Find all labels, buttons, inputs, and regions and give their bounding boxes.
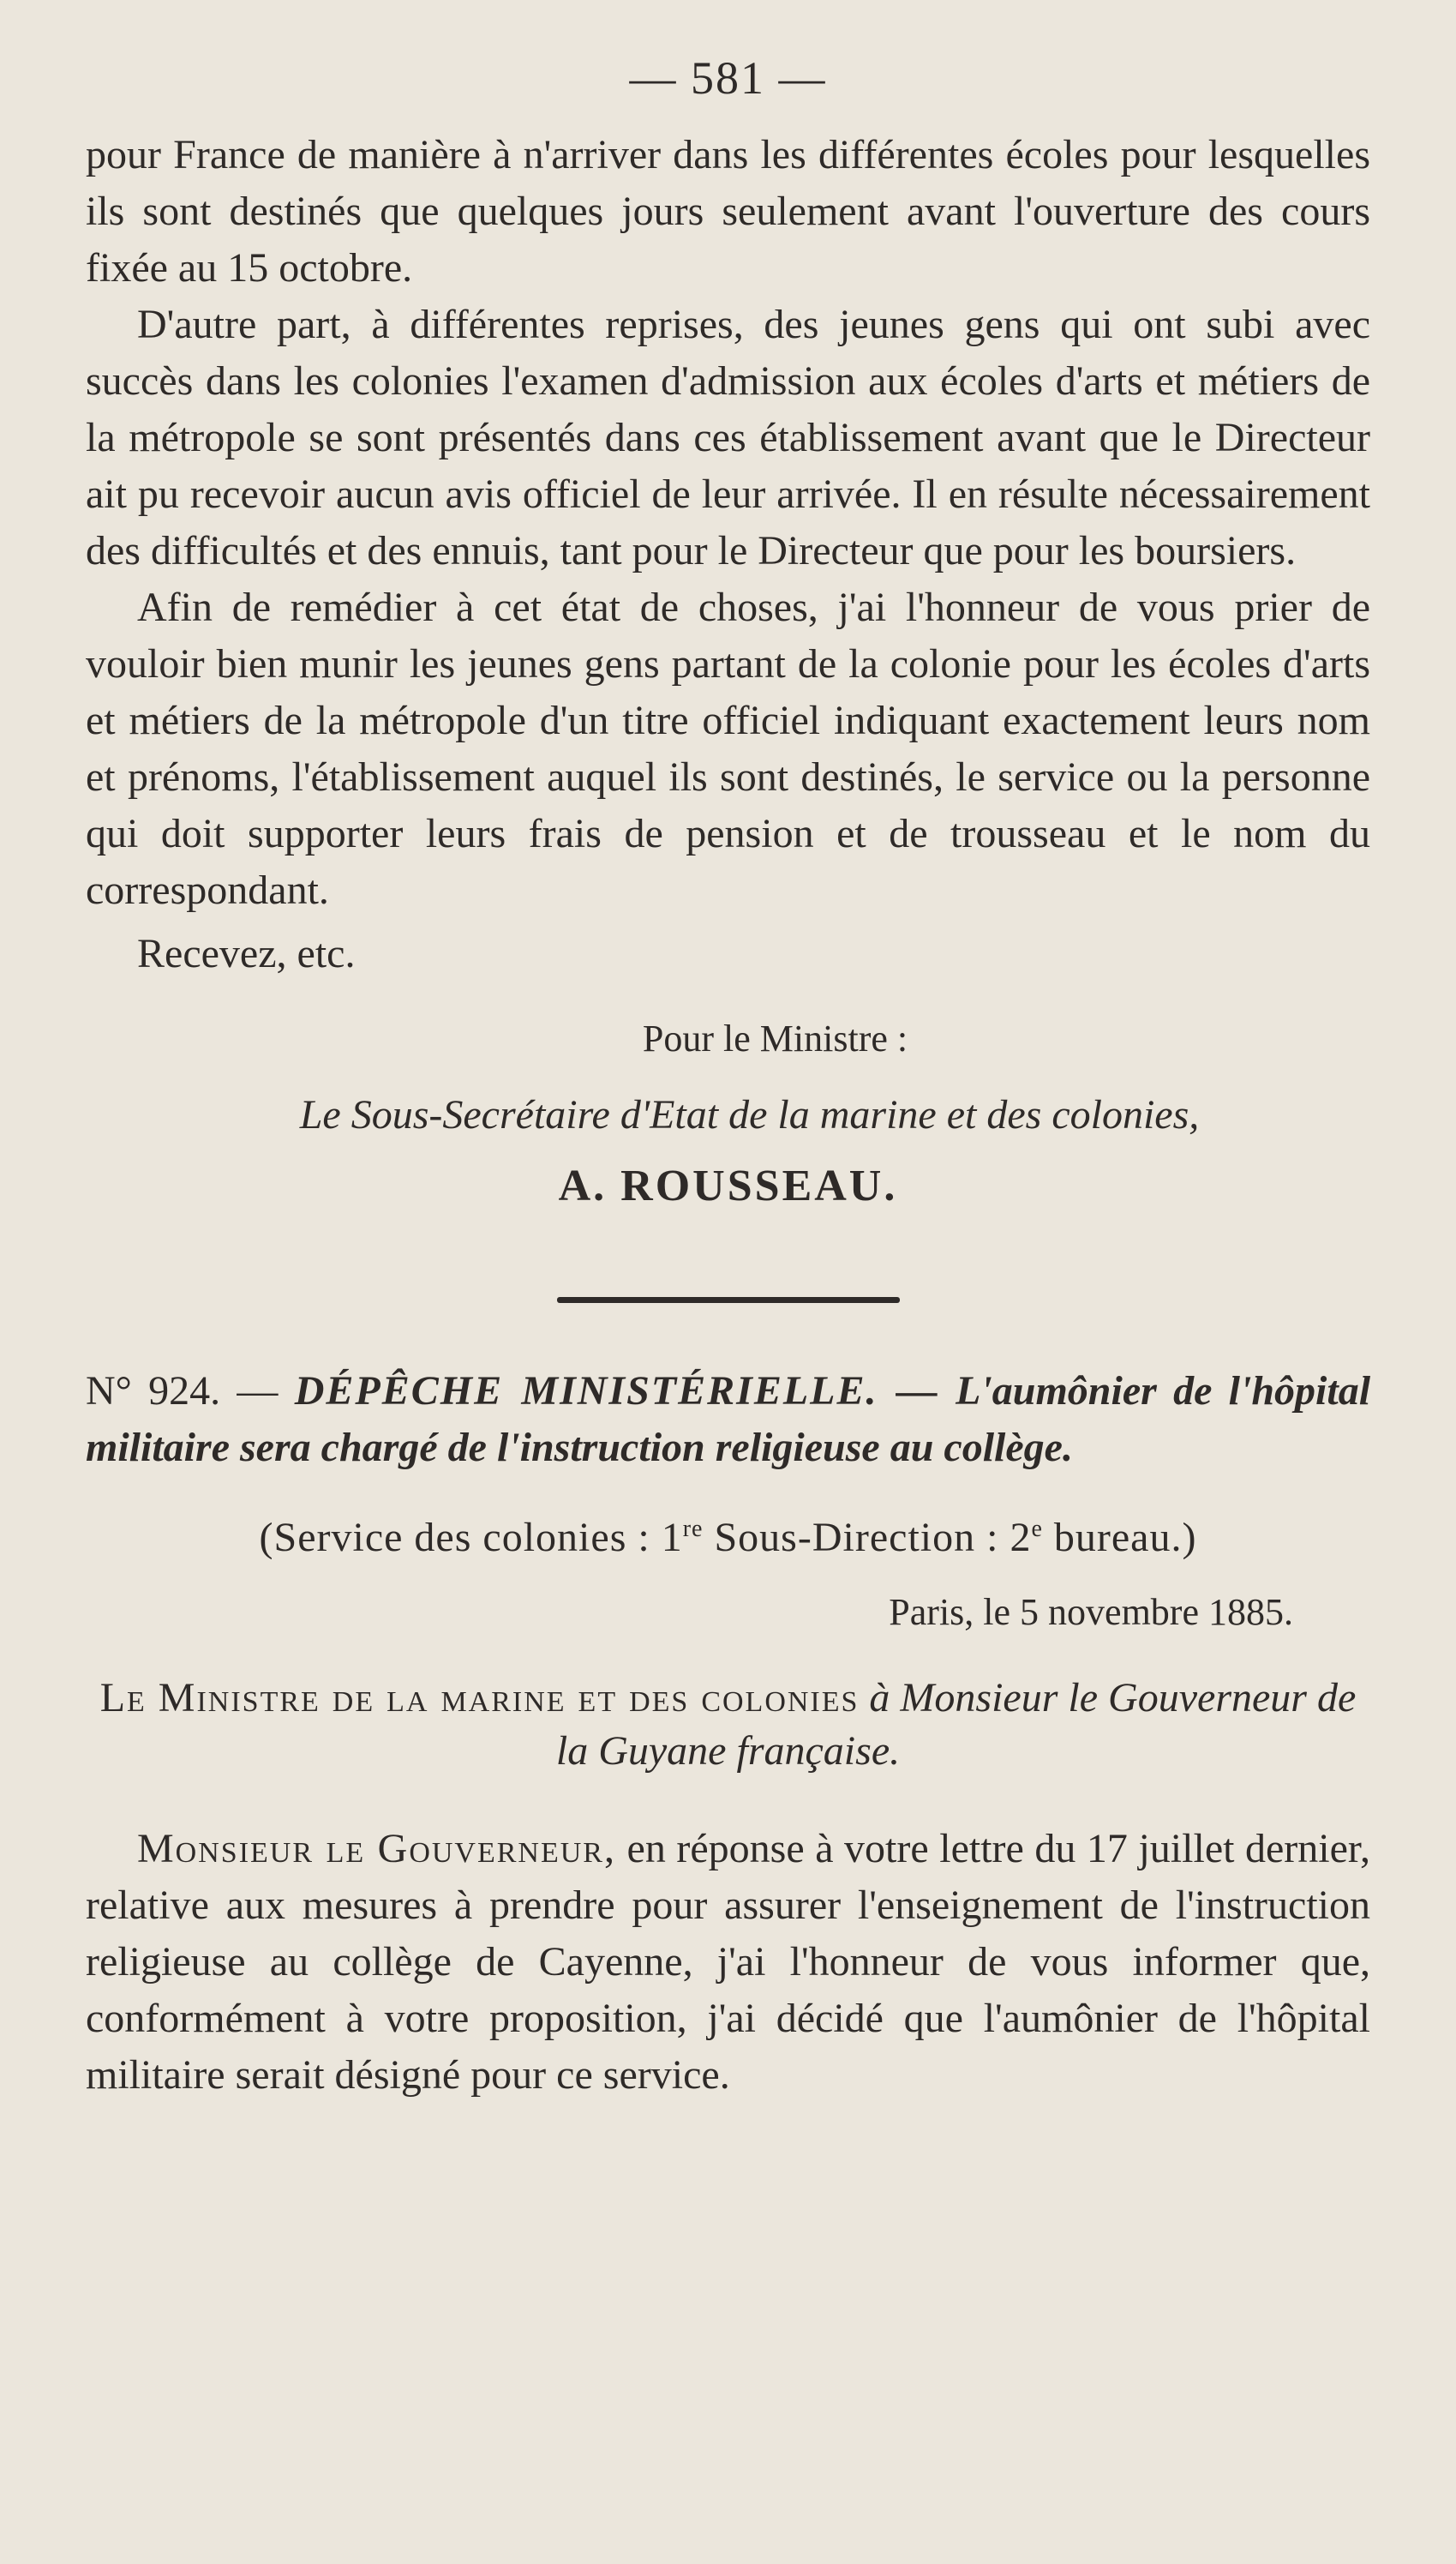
service-sup-1: re (682, 1516, 704, 1542)
service-open: (Service des colonies : 1 (259, 1515, 683, 1560)
paragraph-3: Afin de remédier à cet état de choses, j'ai l'honneur de vous prier de vouloir bien munir les jeunes gens partant de la colonie pour les écoles d'arts et métiers de la métropole d'un titre officiel indiquant exactement leurs nom et prénoms, l'établissement auquel ils sont destinés, le service ou la personne qui doit supporter leurs frais de pension et de trousseau et le nom du correspondant. (86, 585, 1370, 913)
heading-sender: Le Ministre de la marine et des colonies (99, 1675, 860, 1720)
dispatch-type: DÉPÊCHE MINISTÉRIELLE. — (294, 1368, 939, 1414)
paragraph-2: D'autre part, à différentes reprises, des jeunes gens qui ont subi avec succès dans les colonies l'examen d'admission aux écoles d'arts et métiers de la métropole se sont présentés dans ces établissement avant que le Directeur ait pu recevoir aucun avis officiel de leur arrivée. Il en résulte nécessairement des difficultés et des ennuis, tant pour le Directeur que pour les boursiers. (86, 302, 1370, 573)
dispatch-number: N° 924. — (86, 1368, 279, 1414)
letter-text: en réponse à votre lettre du 17 juillet dernier, relative aux mesures à prendre pour assurer l'enseignement de l'instruction religieuse au collège de Cayenne, j'ai l'honneur de vous informer que, conformément à votre proposition, j'ai décidé que l'aumônier de l'hôpital militaire serait désigné pour ce service. (86, 1826, 1370, 2098)
signature-title: Le Sous-Secrétaire d'Etat de la marine et des colonies, (299, 1092, 1200, 1138)
service-line (86, 1514, 1370, 1561)
service-mid: Sous-Direction : 2 (703, 1515, 1032, 1560)
service-close: bureau.) (1042, 1515, 1197, 1560)
service-sup-2: e (1031, 1516, 1043, 1542)
signature-pour: Pour le Ministre : (642, 1018, 908, 1060)
letter-heading (86, 1672, 1370, 1778)
dispatch-summary: L'aumônier de l'hôpital militaire sera chargé de l'instruction religieuse au collège. (86, 1368, 1371, 1470)
paragraph-1: pour France de manière à n'arriver dans les différentes écoles pour lesquelles ils sont destinés que quelques jours seulement avant l'ouverture des cours fixée au 15 octobre. (86, 132, 1370, 291)
dispatch-date: Paris, le 5 novembre 1885. (889, 1591, 1293, 1633)
dispatch-header (86, 1363, 1370, 1476)
heading-recipient: à Monsieur le Gouverneur de la Guyane française. (555, 1675, 1357, 1774)
closing-formula: Recevez, etc. (137, 931, 356, 976)
page-number: — 581 — (629, 52, 827, 104)
letter-salutation: Monsieur le Gouverneur, (137, 1826, 616, 1871)
section-divider (557, 1297, 900, 1303)
signature-name: A. ROUSSEAU. (558, 1162, 898, 1210)
letter-body (86, 1821, 1370, 2104)
